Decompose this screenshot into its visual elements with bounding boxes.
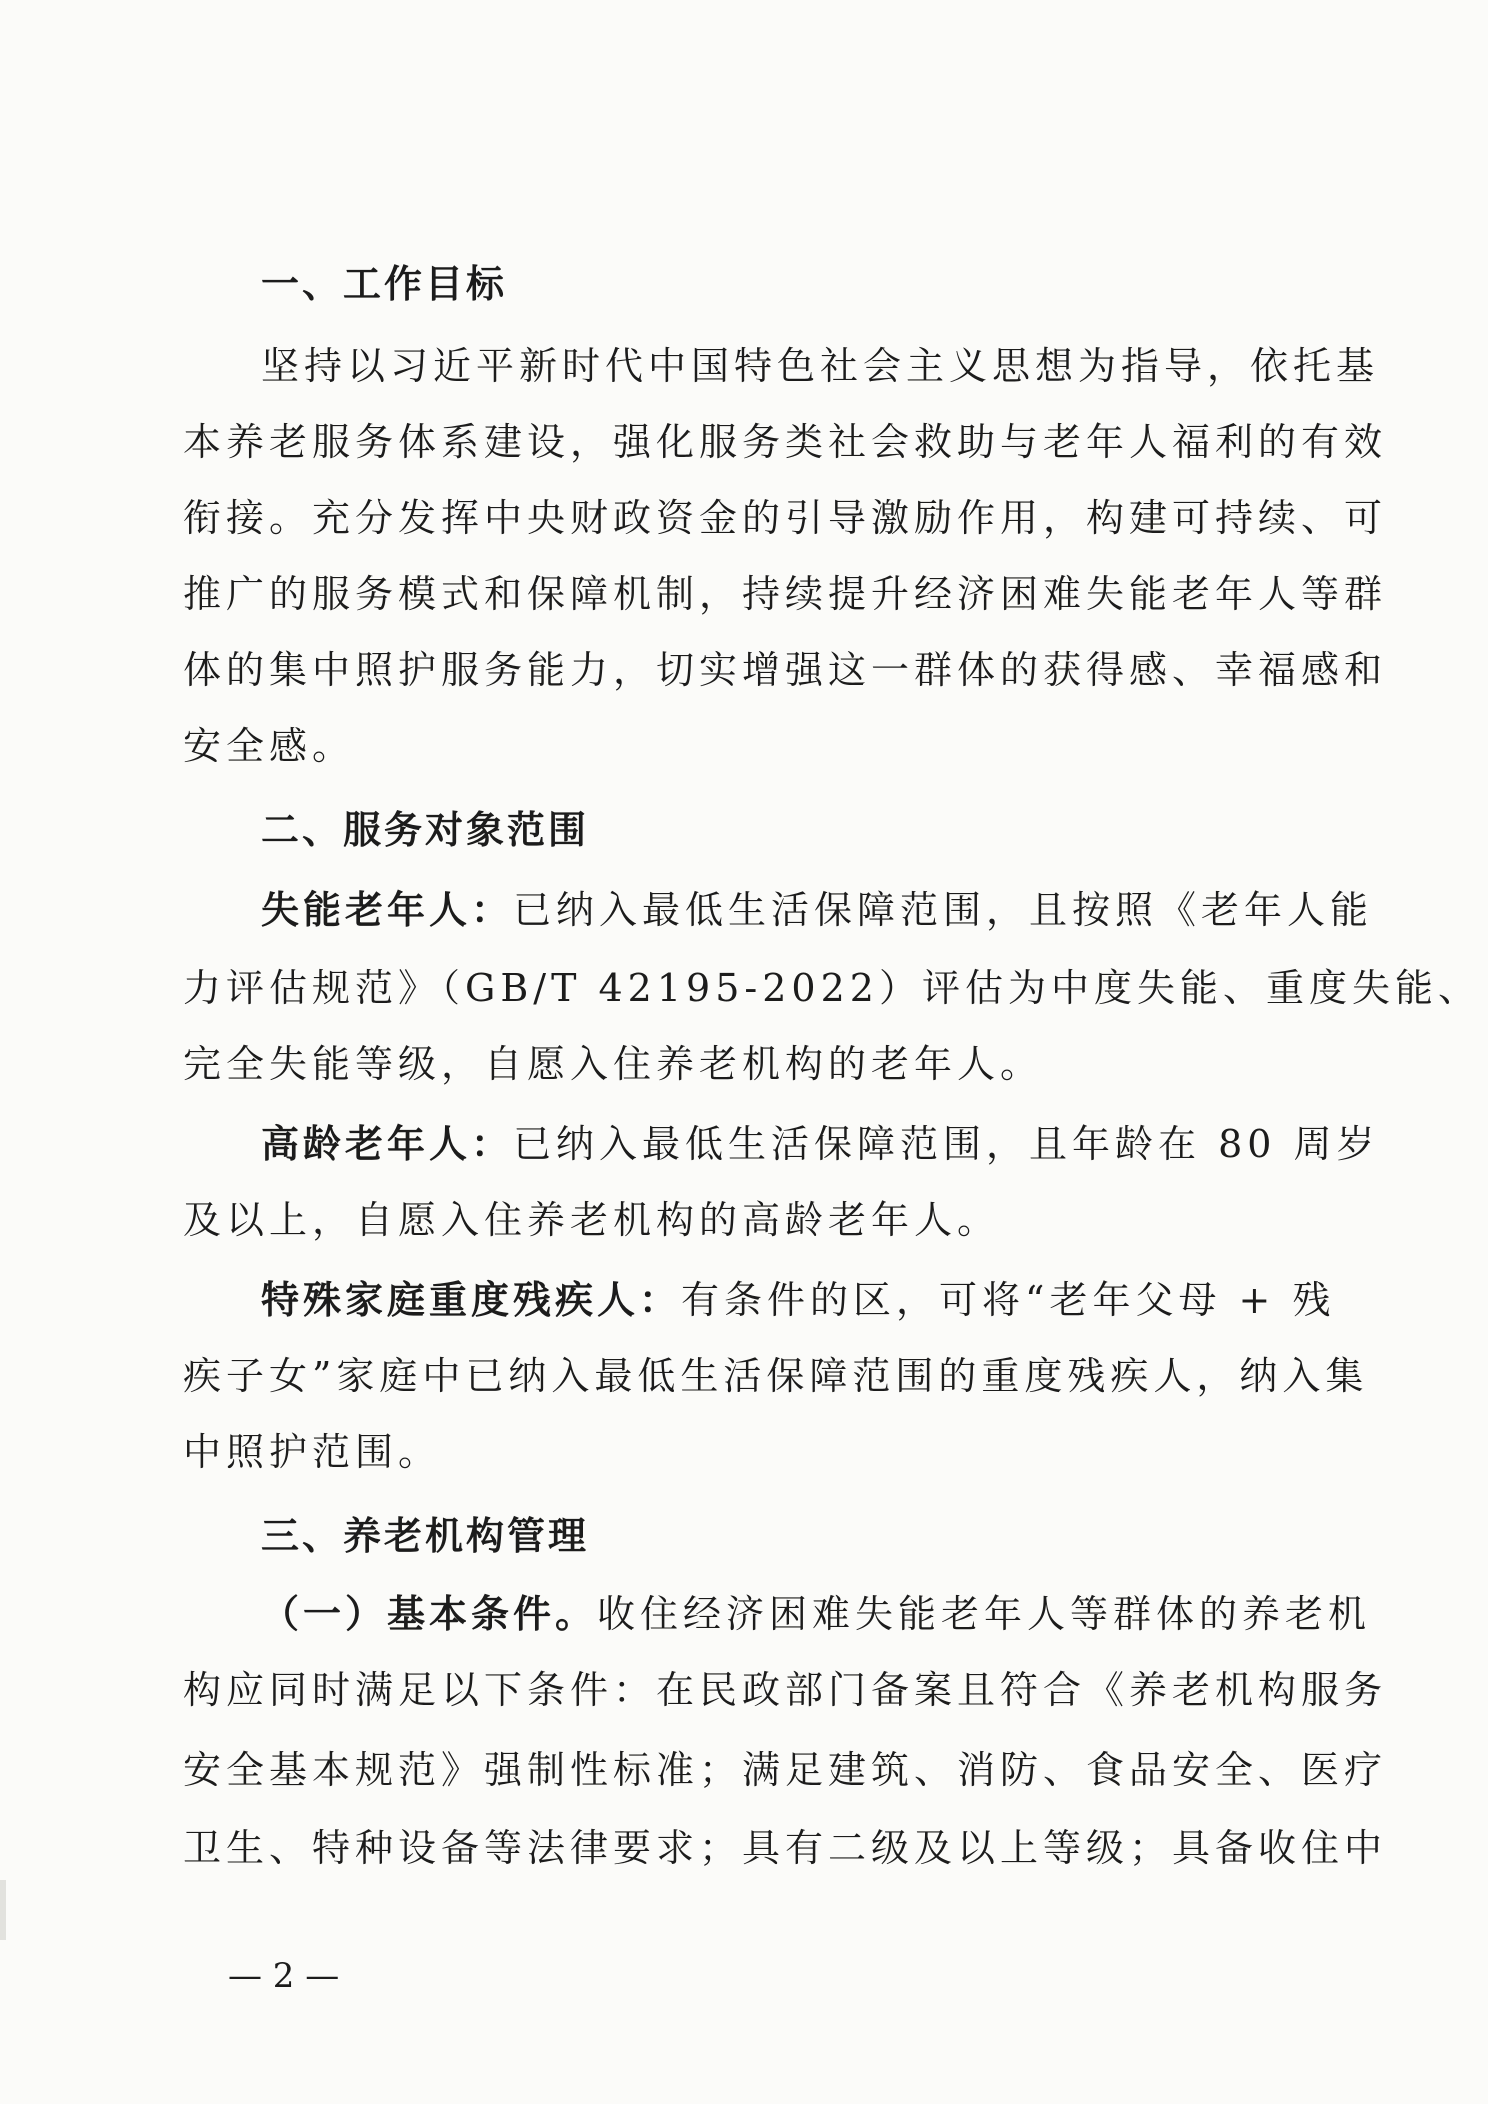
section-heading: 三、养老机构管理 <box>261 1514 590 1558</box>
paragraph-lead: 特殊家庭重度残疾人： <box>261 1278 682 1322</box>
paragraph-text: 已纳入最低生活保障范围，且按照《老年人能 <box>513 888 1374 932</box>
paragraph-lead: 失能老年人： <box>261 888 514 932</box>
paragraph-line <box>261 880 1374 940</box>
paragraph-line: 中照护范围。 <box>183 1430 442 1474</box>
paragraph-line: 体的集中照护服务能力，切实增强这一群体的获得感、幸福感和 <box>183 648 1388 692</box>
paragraph-text: 已纳入最低生活保障范围，且年龄在 80 周岁 <box>513 1122 1380 1166</box>
paragraph-line: 推广的服务模式和保障机制，持续提升经济困难失能老年人等群 <box>183 572 1388 616</box>
paragraph-line: 卫生、特种设备等法律要求；具有二级及以上等级；具备收住中 <box>183 1826 1388 1870</box>
paragraph-line: 安全基本规范》强制性标准；满足建筑、消防、食品安全、医疗 <box>183 1748 1388 1792</box>
paragraph-text: 收住经济困难失能老年人等群体的养老机 <box>597 1592 1372 1636</box>
paragraph-line: 及以上，自愿入住养老机构的高龄老年人。 <box>183 1198 1001 1242</box>
paragraph-line: 力评估规范》（GB/T 42195-2022）评估为中度失能、重度失能、 <box>183 966 1481 1010</box>
paragraph-line: 安全感。 <box>183 724 356 768</box>
paragraph-line <box>261 1584 1372 1644</box>
paragraph-line: 疾子女”家庭中已纳入最低生活保障范围的重度残疾人，纳入集 <box>183 1354 1369 1398</box>
paragraph-line: 本养老服务体系建设，强化服务类社会救助与老年人福利的有效 <box>183 420 1388 464</box>
paragraph-line: 完全失能等级，自愿入住养老机构的老年人。 <box>183 1042 1044 1086</box>
paragraph-line: 构应同时满足以下条件：在民政部门备案且符合《养老机构服务 <box>183 1668 1388 1712</box>
page-number: — 2 — <box>228 1956 340 1996</box>
paragraph-text: 有条件的区，可将“老年父母 + 残 <box>681 1278 1336 1322</box>
paragraph-lead: （一）基本条件。 <box>261 1592 598 1636</box>
paragraph-line: 坚持以习近平新时代中国特色社会主义思想为指导，依托基 <box>261 344 1380 388</box>
paragraph-lead: 高龄老年人： <box>261 1122 514 1166</box>
paragraph-line <box>261 1270 1361 1330</box>
section-heading: 二、服务对象范围 <box>261 808 590 852</box>
paragraph-line: 衔接。充分发挥中央财政资金的引导激励作用，构建可持续、可 <box>183 496 1388 540</box>
scan-edge-mark <box>0 1880 6 1940</box>
section-heading: 一、工作目标 <box>261 262 508 306</box>
paragraph-line <box>261 1114 1380 1174</box>
